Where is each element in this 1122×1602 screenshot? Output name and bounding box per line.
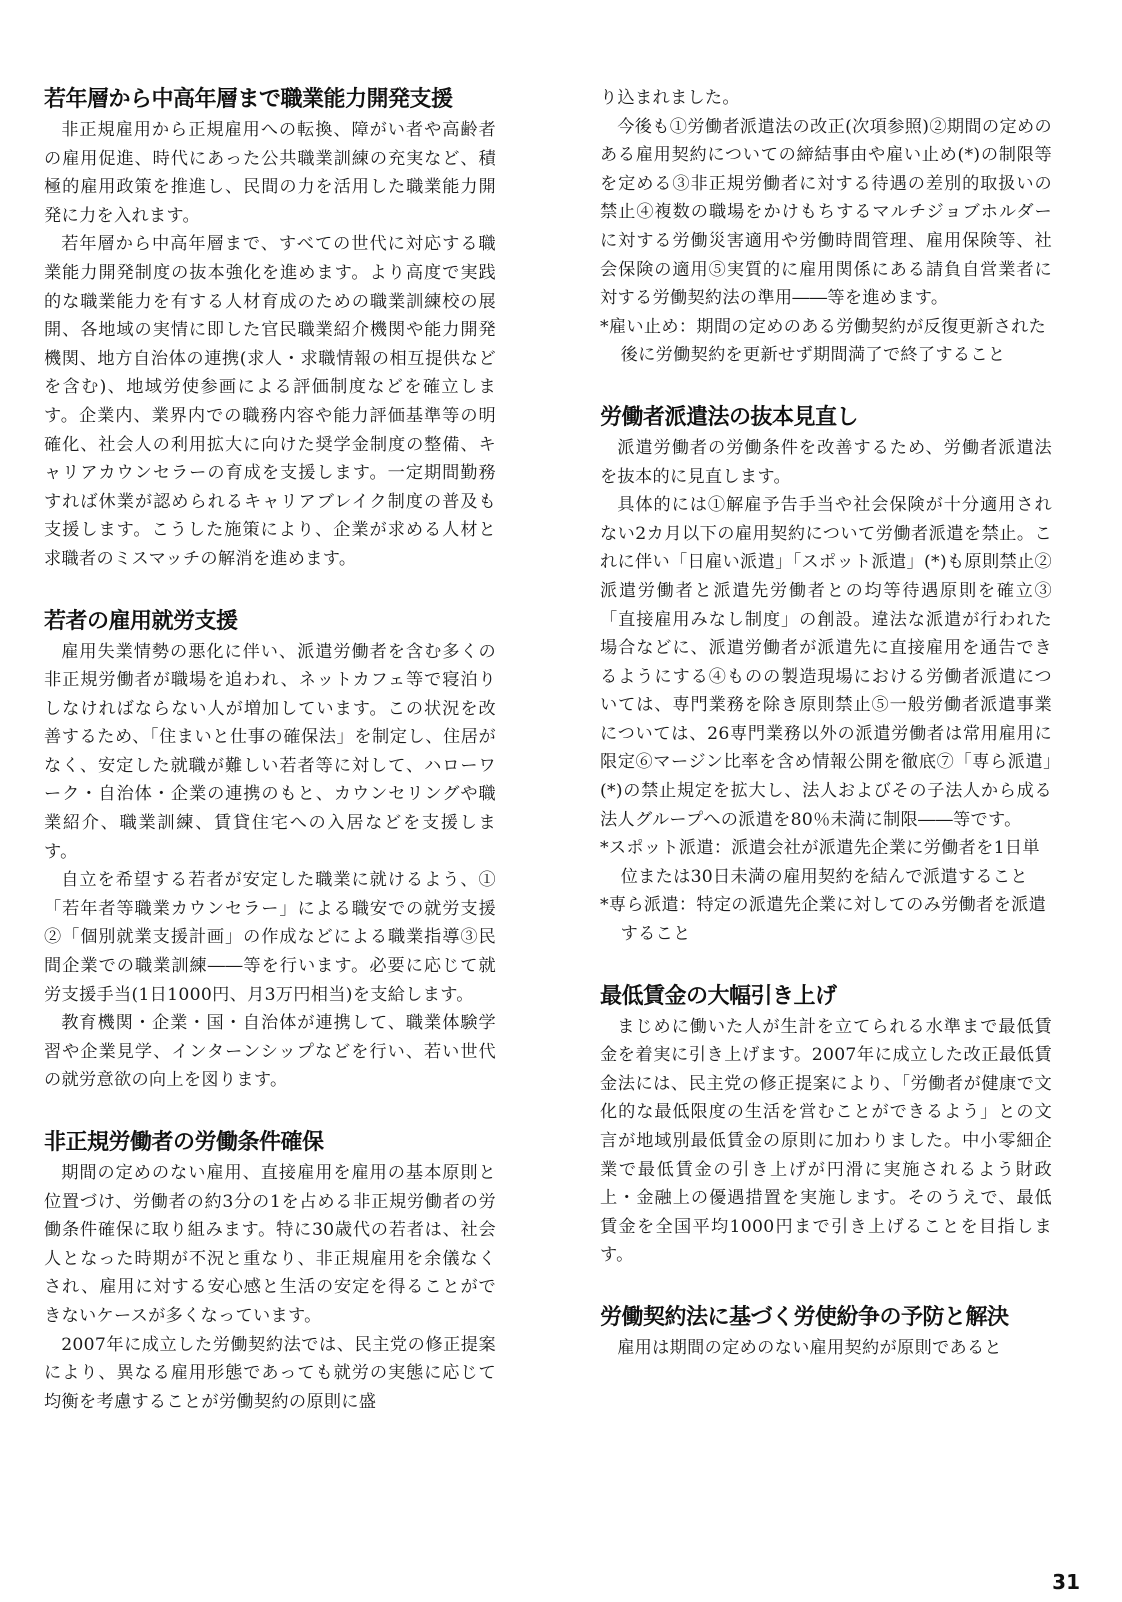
section-heading: 若者の雇用就労支援 [44,608,238,634]
paragraph: まじめに働いた人が生計を立てられる水準まで最低賃金を着実に引き上げます。2007年に成立した改正最低賃金法には、民主党の修正提案により、「労働者が健康で文化的な最低限度の生活を営むことができるよう」との文言が地域別最低賃金の原則に加わりました。中小零細企業で最低賃金の引き上げが円滑に実施されるよう財政上・金融上の優遇措置を実施します。そのうえで、最低賃金を全国平均1000円まで引き上げることを目指します。 [600,1016,1052,1266]
footnote: *専ら派遣：特定の派遣先企業に対してのみ労働者を派遣すること [600,895,1047,945]
paragraph: 雇用は期間の定めのない雇用契約が原則であると [617,1337,1002,1358]
page-number: 31 [1052,1570,1080,1594]
section-continuation [600,84,1052,370]
section-labor-disputes [600,1302,1052,1363]
paragraph: 派遣労働者の労働条件を改善するため、労働者派遣法を抜本的に見直します。 [600,437,1052,487]
section-heading: 非正規労働者の労働条件確保 [44,1130,324,1155]
left-column [44,84,496,1448]
section-minimum-wage [600,981,1052,1270]
footnote: *スポット派遣：派遣会社が派遣先企業に労働者を1日単位または30日未満の雇用契約を結んで派遣すること [600,838,1040,887]
section-youth-employment [44,606,496,1096]
section-heading: 労働者派遣法の抜本見直し [600,404,859,430]
paragraph: 2007年に成立した労働契約法では、民主党の修正提案により、異なる雇用形態であっても就労の実態に応じて均衡を考慮することが労働契約の原則に盛 [44,1334,496,1412]
footnote: *雇い止め：期間の定めのある労働契約が反復更新された後に労働契約を更新せず期間満了で終了すること [600,316,1047,366]
section-career-development [44,84,496,574]
paragraph: 教育機関・企業・国・自治体が連携して、職業体験学習や企業見学、インターンシップなどを行い、若い世代の就労意欲の向上を図ります。 [44,1013,496,1091]
paragraph: 今後も①労働者派遣法の改正(次項参照)②期間の定めのある雇用契約についての締結事由や雇い止め(*)の制限等を定める③非正規労働者に対する待遇の差別的取扱いの禁止④複数の職場をかけもちするマルチジョブホルダーに対する労働災害適用や労働時間管理、雇用保険等、社会保険の適用⑤実質的に雇用関係にある請負自営業者に対する労働契約法の準用――等を進めます。 [600,116,1052,309]
continued-paragraph: り込まれました。 [600,88,740,108]
paragraph: 雇用失業情勢の悪化に伴い、派遣労働者を含む多くの非正規労働者が職場を追われ、ネットカフェ等で寝泊りしなければならない人が増加しています。この状況を改善するため、「住まいと仕事の確保法」を制定し、住居がなく、安定した就職が難しい若者等に対して、ハローワーク・自治体・企業の連携のもと、カウンセリングや職業紹介、職業訓練、賃貸住宅への入居などを支援します。 [44,641,496,862]
paragraph: 非正規雇用から正規雇用への転換、障がい者や高齢者の雇用促進、時代にあった公共職業訓練の充実など、積極的雇用政策を推進し、民間の力を活用した職業能力開発に力を入れます。 [44,120,496,226]
paragraph: 具体的には①解雇予告手当や社会保険が十分適用されない2カ月以下の雇用契約について労働者派遣を禁止。これに伴い「日雇い派遣」「スポット派遣」(*)も原則禁止②派遣労働者と派遣先労働者との均等待遇原則を確立③「直接雇用みなし制度」の創設。違法な派遣が行われた場合などに、派遣労働者が派遣先に直接雇用を通告できるようにする④ものの製造現場における労働者派遣については、専門業務を除き原則禁止⑤一般労働者派遣事業については、26専門業務以外の派遣労働者は常用雇用に限定⑥マージン比率を含め情報公開を徹底⑦「専ら派遣」(*)の禁止規定を拡大し、法人およびその子法人から成る法人グループへの派遣を80％未満に制限――等です。 [600,495,1052,830]
section-dispatch-law [600,402,1052,949]
paragraph: 自立を希望する若者が安定した職業に就けるよう、①「若年者等職業カウンセラー」による職安での就労支援②「個別就業支援計画」の作成などによる職業指導③民間企業での職業訓練――等を行います。必要に応じて就労支援手当(1日1000円、月3万円相当)を支給します。 [44,870,496,1005]
section-nonregular-workers [44,1127,496,1416]
section-heading: 労働契約法に基づく労使紛争の予防と解決 [600,1304,1009,1330]
section-heading: 最低賃金の大幅引き上げ [600,983,837,1009]
section-heading: 若年層から中高年層まで職業能力開発支援 [44,87,453,112]
paragraph: 若年層から中高年層まで、すべての世代に対応する職業能力開発制度の抜本強化を進めます。より高度で実践的な職業能力を有する人材育成のための職業訓練校の展開、各地域の実情に即した官民職業紹介機関や能力開発機関、地方自治体の連携(求人・求職情報の相互提供などを含む)、地域労使参画による評価制度などを確立します。企業内、業界内での職務内容や能力評価基準等の明確化、社会人の利用拡大に向けた奨学金制度の整備、キャリアカウンセラーの育成を支援します。一定期間勤務すれば休業が認められるキャリアブレイク制度の普及も支援します。こうした施策により、企業が求める人材と求職者のミスマッチの解消を進めます。 [44,234,496,569]
right-column [600,84,1052,1395]
paragraph: 期間の定めのない雇用、直接雇用を雇用の基本原則と位置づけ、労働者の約3分の1を占める非正規労働者の労働条件確保に取り組みます。特に30歳代の若者は、社会人となった時期が不況と重なり、非正規雇用を余儀なくされ、雇用に対する安心感と生活の安定を得ることができないケースが多くなっています。 [44,1163,496,1326]
